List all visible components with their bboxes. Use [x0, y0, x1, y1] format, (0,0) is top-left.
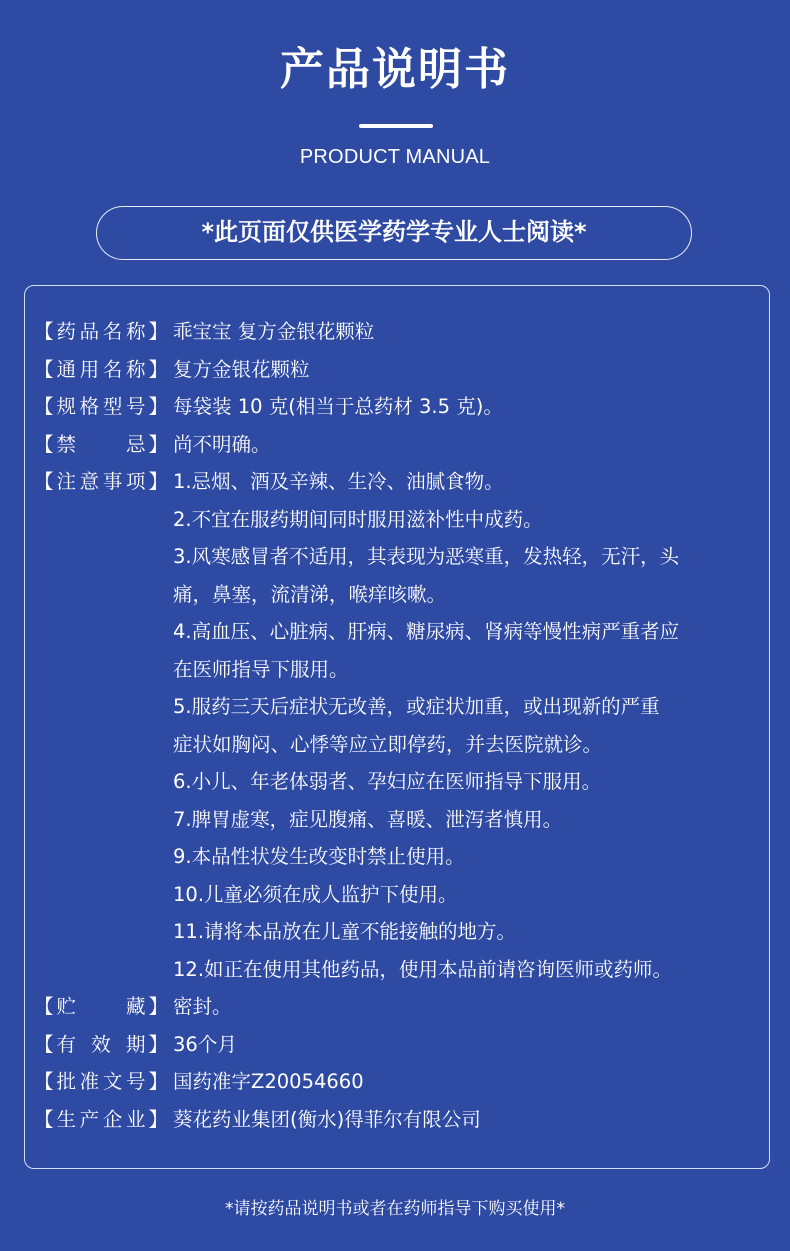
value-drug-name: 乖宝宝 复方金银花颗粒: [173, 320, 375, 343]
row-validity: [34, 1026, 764, 1064]
bracket-close: 】: [148, 395, 168, 418]
label-storage: [34, 988, 168, 1026]
row-approval: [34, 1063, 764, 1101]
page-subtitle: PRODUCT MANUAL: [299, 146, 491, 168]
value-generic-name: 复方金银花颗粒: [173, 357, 310, 381]
professional-notice: *此页面仅供医学药学专业人士阅读*: [96, 206, 692, 260]
precaution-line: 在医师指导下服用。: [173, 657, 349, 681]
label-text: 通用名称: [56, 357, 146, 381]
label-spec: [34, 388, 168, 426]
bracket-close: 】: [148, 995, 168, 1018]
bracket-close: 】: [148, 470, 168, 493]
title-divider: [359, 124, 433, 128]
precaution-line: 7.脾胃虚寒，症见腹痛、喜暖、泄泻者慎用。: [173, 807, 563, 831]
bracket-open: 【: [34, 1070, 54, 1093]
label-precautions: [34, 463, 168, 501]
precaution-line: 6.小儿、年老体弱者、孕妇应在医师指导下服用。: [173, 770, 602, 793]
label-text: 规格型号: [56, 395, 146, 418]
precaution-line: 2.不宜在服药期间同时服用滋补性中成药。: [173, 507, 543, 531]
bracket-open: 【: [34, 1107, 54, 1131]
bracket-close: 】: [148, 320, 168, 343]
bracket-close: 】: [148, 432, 168, 456]
bracket-close: 】: [148, 357, 168, 381]
page-title: 产品说明书: [280, 44, 510, 95]
label-approval: [34, 1063, 168, 1101]
manual-rows: [34, 313, 764, 1138]
label-contraindications: [34, 426, 168, 464]
label-text: 批准文号: [56, 1070, 146, 1093]
bracket-close: 】: [148, 1107, 168, 1131]
precaution-line: 1.忌烟、酒及辛辣、生冷、油腻食物。: [173, 470, 504, 493]
value-precautions: [173, 463, 764, 988]
label-text: 生产企业: [56, 1107, 146, 1131]
precaution-line: 3.风寒感冒者不适用，其表现为恶寒重，发热轻，无汗，头: [173, 545, 680, 568]
row-drug-name: [34, 313, 764, 351]
bracket-open: 【: [34, 357, 54, 381]
bracket-open: 【: [34, 432, 54, 456]
precaution-line: 症状如胸闷、心悸等应立即停药，并去医院就诊。: [173, 732, 603, 756]
precaution-line: 痛，鼻塞，流清涕，喉痒咳嗽。: [173, 582, 447, 606]
row-manufacturer: [34, 1101, 764, 1139]
value-storage: 密封。: [173, 995, 232, 1018]
value-contraindications: 尚不明确。: [173, 432, 271, 456]
precaution-line: 10.儿童必须在成人监护下使用。: [173, 882, 458, 906]
label-text: 药品名称: [56, 320, 146, 343]
bracket-open: 【: [34, 1032, 54, 1056]
label-text: 有效期: [56, 1032, 146, 1056]
row-spec: [34, 388, 764, 426]
precaution-line: 9.本品性状发生改变时禁止使用。: [173, 845, 465, 868]
precaution-line: 11.请将本品放在儿童不能接触的地方。: [173, 920, 517, 943]
label-text: 注意事项: [56, 470, 146, 493]
label-drug-name: [34, 313, 168, 351]
value-validity: 36个月: [173, 1032, 237, 1056]
label-validity: [34, 1026, 168, 1064]
bracket-close: 】: [148, 1070, 168, 1093]
row-contraindications: [34, 426, 764, 464]
value-approval: 国药准字Z20054660: [173, 1070, 364, 1093]
bracket-open: 【: [34, 470, 54, 493]
row-storage: [34, 988, 764, 1026]
precaution-line: 12.如正在使用其他药品，使用本品前请咨询医师或药师。: [173, 957, 673, 981]
value-manufacturer: 葵花药业集团(衡水)得菲尔有限公司: [173, 1107, 481, 1131]
row-generic-name: [34, 351, 764, 389]
bracket-open: 【: [34, 395, 54, 418]
row-precautions: [34, 463, 764, 988]
label-text: 贮藏: [56, 995, 146, 1018]
value-spec: 每袋装 10 克(相当于总药材 3.5 克)。: [173, 395, 503, 418]
bracket-open: 【: [34, 320, 54, 343]
label-text: 禁忌: [56, 432, 146, 456]
precaution-line: 4.高血压、心脏病、肝病、糖尿病、肾病等慢性病严重者应: [173, 620, 680, 643]
purchase-footer-note: *请按药品说明书或者在药师指导下购买使用*: [225, 1199, 565, 1219]
label-manufacturer: [34, 1101, 168, 1139]
bracket-open: 【: [34, 995, 54, 1018]
bracket-close: 】: [148, 1032, 168, 1056]
label-generic-name: [34, 351, 168, 389]
precaution-line: 5.服药三天后症状无改善，或症状加重，或出现新的严重: [173, 695, 660, 718]
